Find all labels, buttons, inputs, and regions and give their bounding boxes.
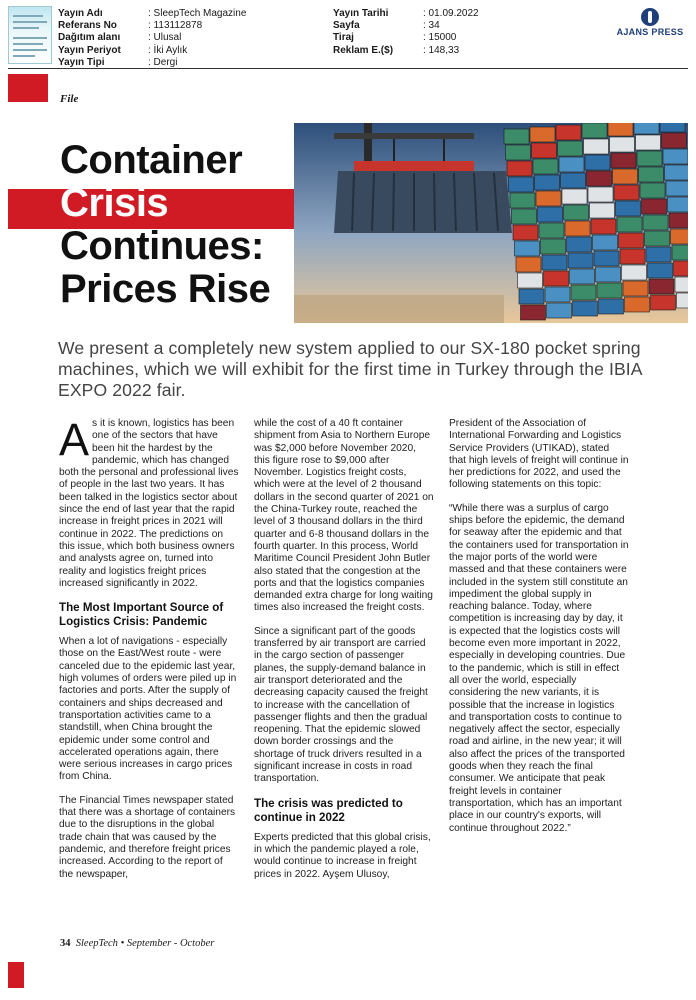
clipping-header	[0, 0, 696, 70]
footer-marker	[8, 962, 24, 988]
logo-icon	[641, 8, 659, 26]
page-thumbnail	[8, 6, 52, 64]
subheading: The crisis was predicted to continue in 2022	[254, 796, 403, 824]
issue-date: September - October	[126, 938, 215, 949]
hero-photo-containers	[294, 123, 688, 323]
paragraph: President of the Association of International Forwarding and Logistics Service Providers (UTIKAD), stated that high levels of freight will continue in her predictions for 2022, and used the following statements on this topic:	[449, 418, 629, 491]
paragraph: As it is known, logistics has been one of the sectors that have been hit the hardest by the pandemic, which has changed both the personal and professional lives of people in the last two years. It has been talked in the logistics sector about since the end of last year that the rapid increase in freight prices in 2021 will continue in 2022. The predictions on this issue, which both business owners and analysts agree on, turned into reality and logistics freight prices increased significantly in 2022.	[59, 414, 239, 589]
article-title	[60, 139, 270, 311]
title-line: Continues:	[60, 224, 264, 268]
paragraph: Since a significant part of the goods transferred by air transport are carried in the cargo section of passenger planes, the supply-demand balance in air transport deteriorated and the decreasing capacity caused the freight to increase with the cancellation of passenger flights and then the gradual reopening. That the epidemic slowed down border crossings and the shortage of truck drivers resulted in a significant increase in costs in road transportation.	[254, 625, 428, 785]
body-column-2	[254, 418, 434, 892]
body-column-3	[449, 418, 629, 846]
paragraph: The Financial Times newspaper stated that there was a shortage of containers due to the disruptions in the global trade chain that was caused by the pandemic, and therefore freight prices increased. According to the report of the newspaper,	[59, 794, 236, 880]
page-number: 34	[60, 938, 71, 949]
title-line: Prices Rise	[60, 267, 271, 311]
article-lead: We present a completely new system applied to our SX-180 pocket spring machines, which we will exhibit for the first time in Turkey through the IBIA EXPO 2022 fair.	[58, 338, 642, 400]
section-marker	[8, 74, 48, 102]
title-line-highlight: Crisis	[60, 181, 169, 225]
subheading: The Most Important Source of Logistics Crisis: Pandemic	[59, 601, 224, 629]
header-divider	[8, 68, 688, 69]
paragraph: When a lot of navigations - especially those on the East/West route - were canceled due to the epidemic last year, high volumes of orders were piled up in factories and ports. After the supply of containers and ships decreased and transportation activities came to a standstill, when China brought the epidemic under some control and accelerated operations again, there were serious increases in cargo prices from China.	[59, 636, 237, 783]
paragraph: Experts predicted that this global crisis, in which the pandemic played a role, would continue to increase in freight prices in 2022. Ayşem Ulusoy,	[254, 831, 431, 880]
ajans-press-logo: AJANS PRESS	[610, 8, 690, 37]
clipping-meta-left: Yayın Adı : SleepTech Magazine Referans No : 113112878 Dağıtım alanı : Ulusal Yayın Periyot : İki Aylık Yayın Tipi : Dergi	[58, 8, 247, 68]
title-line: Container	[60, 138, 243, 182]
drop-cap: A	[59, 414, 90, 465]
paragraph: while the cost of a 40 ft container shipment from Asia to Northern Europe was $2,000 before November 2020, this figure rose to $9,000 after November. Logistics freight costs, which were at the level of 2 thousand dollars in the second quarter of 2021 on the China-Turkey route, reached the level of 3 thousand dollars in the third quarter and 6-8 thousand dollars in the fourth quarter. In this process, World Maritime Council President John Butler also stated that the congestion at the ports and that the logistics companies demanded extra charge for long waiting times also increased the freight costs.	[254, 418, 434, 614]
section-label: File	[60, 93, 79, 105]
clipping-meta-right: Yayın Tarihi : 01.09.2022 Sayfa : 34 Tiraj : 15000 Reklam E.($) : 148,33	[333, 8, 479, 56]
folio-separator: •	[120, 938, 125, 949]
magazine-name: SleepTech	[75, 938, 118, 949]
page-folio	[60, 938, 214, 949]
body-column-1	[59, 414, 239, 892]
paragraph: “While there was a surplus of cargo ships before the epidemic, the demand for seaway after the epidemic and that the containers used for transportation in the major ports of the world were massed and that these containers were included in the system still constitute an impediment the global supply in reaching balance. Today, where competition is increasing day by day, it is expected that the logistics costs will become even more important in 2022, especially in developing countries. Due to the pandemic, which is still in effect all over the world, especially considering the new variants, it is possible that the increase in logistics and transportation costs to continue to negatively affect the sector, especially road and airline, in the new year; it will also affect the prices of the transported goods when they reach the final consumer. We anticipate that peak freight levels in container transportation, which has an important place in our country's exports, will continue throughout 2022.”	[449, 502, 629, 834]
